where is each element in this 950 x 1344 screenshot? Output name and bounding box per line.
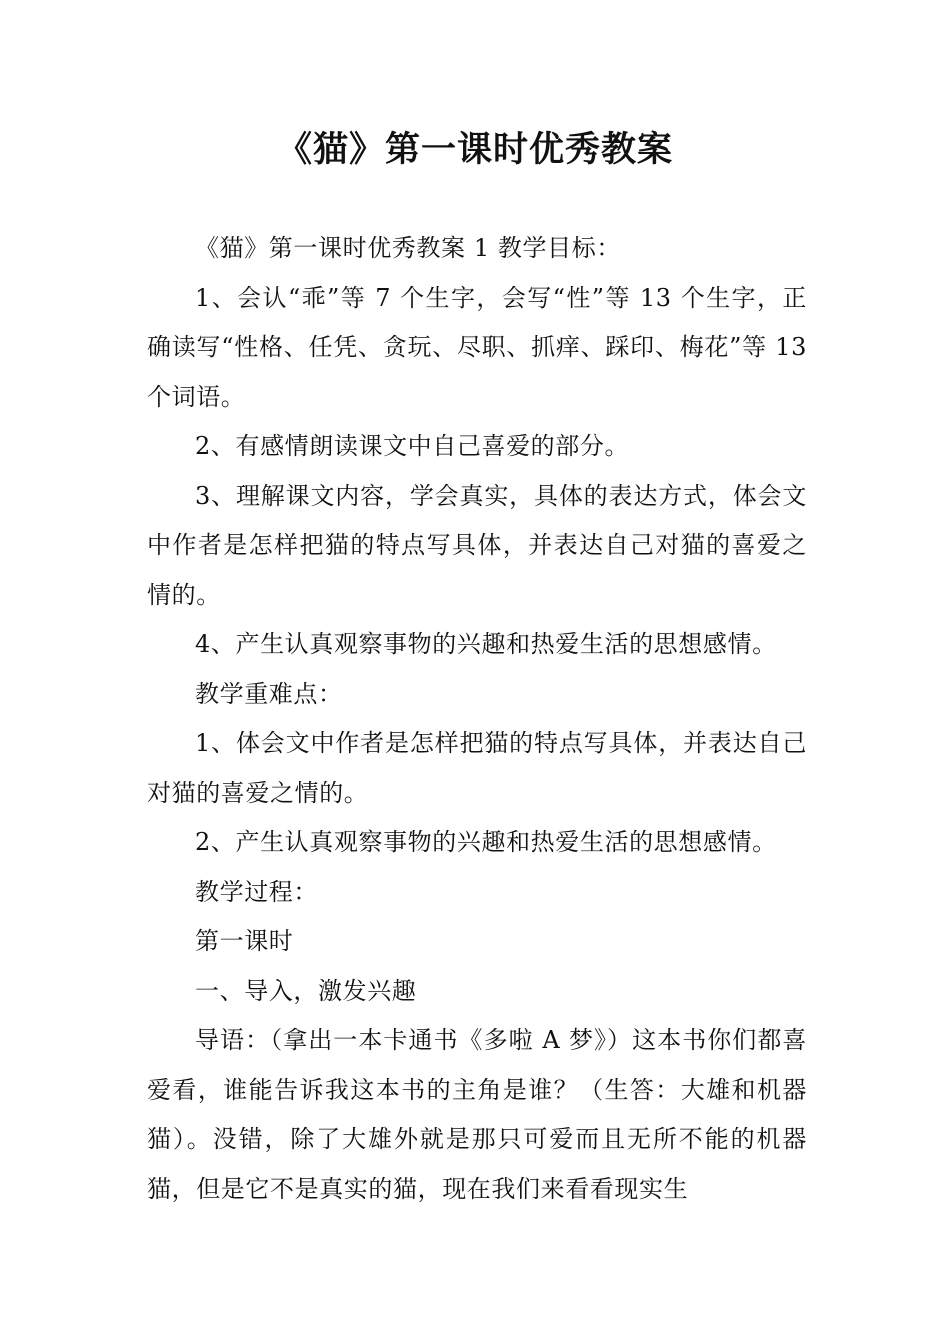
paragraph-key-point-2: 2、产生认真观察事物的兴趣和热爱生活的思想感情。 [195, 828, 777, 856]
paragraph-goal-3: 3、理解课文内容，学会真实，具体的表达方式，体会文中作者是怎样把猫的特点写具体，并表达自己对猫的喜爱之情的。 [147, 481, 807, 609]
paragraph-goal-1: 1、会认“乖”等 7 个生字，会写“性”等 13 个生字，正确读写“性格、任凭、贪玩、尽职、抓痒、踩印、梅花”等 13 个词语。 [147, 283, 807, 411]
section-heading-introduction: 一、导入，激发兴趣 [195, 976, 417, 1005]
document-title: 《猫》第一课时优秀教案 [276, 130, 673, 170]
paragraph-intro: 《猫》第一课时优秀教案 1 教学目标： [195, 234, 621, 262]
paragraph-goal-2: 2、有感情朗读课文中自己喜爱的部分。 [195, 432, 630, 460]
paragraph-goal-4: 4、产生认真观察事物的兴趣和热爱生活的思想感情。 [195, 630, 777, 658]
section-heading-first-lesson: 第一课时 [195, 927, 294, 955]
section-heading-key-points: 教学重难点： [195, 679, 343, 708]
paragraph-key-point-1: 1、体会文中作者是怎样把猫的特点写具体，并表达自己对猫的喜爱之情的。 [147, 729, 807, 807]
section-heading-process: 教学过程： [195, 877, 318, 906]
paragraph-lead-in: 导语：（拿出一本卡通书《多啦 A 梦》）这本书你们都喜爱看，谁能告诉我这本书的主角是谁？（生答：大雄和机器猫）。没错，除了大雄外就是那只可爱而且无所不能的机器猫，但是它不是真实的猫，现在我们来看看现实生 [147, 1026, 807, 1203]
document-body [147, 224, 807, 1214]
